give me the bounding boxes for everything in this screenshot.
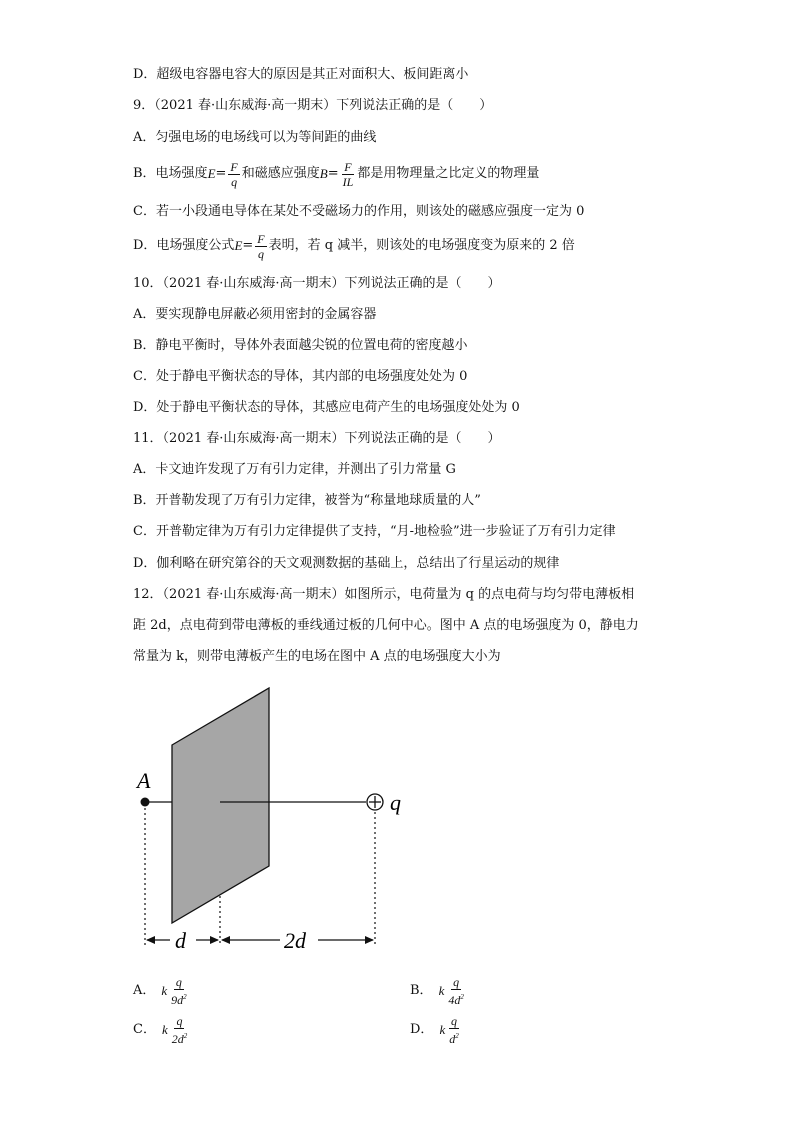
fraction-numerator: q [176,1014,183,1028]
q11-stem: 11．（2021 春·山东威海·高一期末）下列说法正确的是（ ） [133,431,501,446]
formula-equals: = [215,166,227,181]
label-a: A [137,768,151,793]
q11-option-b: B．开普勒发现了万有引力定律，被誉为“称量地球质量的人” [133,493,481,508]
fraction-denominator: q [257,246,264,261]
q9-option-c: C．若一小段通电导体在某处不受磁场力的作用，则该处的磁感应强度一定为 0 [133,204,585,219]
q8-option-d: D．超级电容器电容大的原因是其正对面积大、板间距离小 [133,67,469,82]
q10-option-c: C．处于静电平衡状态的导体，其内部的电场强度处处为 0 [133,369,468,384]
q9-stem: 9．（2021 春·山东威海·高一期末）下列说法正确的是（ ） [133,98,493,113]
q12-option-d [410,1014,463,1046]
denominator-base: 9d [171,993,184,1007]
denominator-base: d [449,1032,456,1046]
formula-b-symbol: B [319,166,328,181]
fraction-denominator [170,1029,190,1046]
fraction-denominator: IL [342,174,354,189]
option-letter: D． [410,1022,434,1037]
q9-option-d-suffix: 表明，若 q 减半，则该处的电场强度变为原来的 2 倍 [268,238,575,253]
q12-option-c [133,1014,191,1046]
q9-option-b [133,157,539,191]
fraction-f-over-il [341,160,356,189]
formula-e-symbol: E [234,238,243,253]
constant-k: k [161,983,168,998]
fraction [447,1014,461,1046]
fraction-numerator: q [453,975,460,989]
exponent: 2 [460,993,464,1001]
fraction-f-over-q [255,232,266,261]
fraction-numerator: F [257,231,265,246]
label-d: d [175,928,186,953]
q9-option-b-prefix: B．电场强度 [133,166,208,181]
q10-stem: 10．（2021 春·山东威海·高一期末）下列说法正确的是（ ） [133,276,501,291]
fraction-numerator: F [344,159,352,174]
label-q: q [390,790,401,815]
q9-option-d [133,229,575,263]
denominator-base: 4d [448,993,461,1007]
label-2d: 2d [284,928,306,953]
q10-option-d: D．处于静电平衡状态的导体，其感应电荷产生的电场强度处处为 0 [133,400,520,415]
q11-option-c: C．开普勒定律为万有引力定律提供了支持，“月-地检验”进一步验证了万有引力定律 [133,524,616,539]
q10-option-a: A．要实现静电屏蔽必须用密封的金属容器 [133,307,377,322]
q9-option-b-suffix: 都是用物理量之比定义的物理量 [357,166,540,181]
fraction-numerator: F [230,159,238,174]
q9-option-a: A．匀强电场的电场线可以为等间距的曲线 [133,130,377,145]
charged-plate [172,688,269,923]
q12-stem-line2: 距 2d，点电荷到带电薄板的垂线通过板的几何中心。图中 A 点的电场强度为 0，静电力 [133,618,639,633]
formula-equals: = [327,166,339,181]
constant-k: k [161,1022,168,1037]
q11-option-d: D．伽利略在研究第谷的天文观测数据的基础上，总结出了行星运动的规律 [133,556,560,571]
fraction [169,975,189,1007]
exponent: 2 [455,1032,459,1040]
charge-q-circle [367,794,383,810]
fraction [446,975,466,1007]
arrowhead [210,936,219,944]
arrowhead [221,936,230,944]
q12-stem-line3: 常量为 k，则带电薄板产生的电场在图中 A 点的电场强度大小为 [133,649,501,664]
constant-k: k [439,1022,446,1037]
denominator-base: 2d [171,1032,184,1046]
arrowhead [365,936,374,944]
fraction-denominator [169,990,189,1007]
exponent: 2 [183,1032,188,1040]
fraction-numerator: q [175,975,182,989]
option-letter: C． [133,1022,156,1037]
fraction-numerator: q [450,1014,457,1028]
fraction-denominator: q [231,174,238,189]
q12-option-a [133,975,191,1007]
q11-option-a: A．卡文迪许发现了万有引力定律，并测出了引力常量 G [133,462,456,477]
q12-stem-line1: 12．（2021 春·山东威海·高一期末）如图所示，电荷量为 q 的点电荷与均匀带电薄板相 [133,587,635,602]
q9-option-d-prefix: D．电场强度公式 [133,238,235,253]
option-letter: B． [410,983,433,998]
option-letter: A． [133,983,156,998]
formula-equals: = [242,238,254,253]
constant-k: k [438,983,445,998]
q9-option-b-middle: 和磁感应强度 [241,166,320,181]
exponent: 2 [183,993,187,1001]
fraction-denominator [446,990,466,1007]
q12-option-b [410,975,468,1007]
fraction [170,1014,190,1046]
fraction-denominator [447,1029,461,1046]
q10-option-b: B．静电平衡时，导体外表面越尖锐的位置电荷的密度越小 [133,338,468,353]
formula-e-symbol: E [207,166,216,181]
arrowhead [146,936,155,944]
point-a-dot [141,798,150,807]
fraction-f-over-q [228,160,239,189]
